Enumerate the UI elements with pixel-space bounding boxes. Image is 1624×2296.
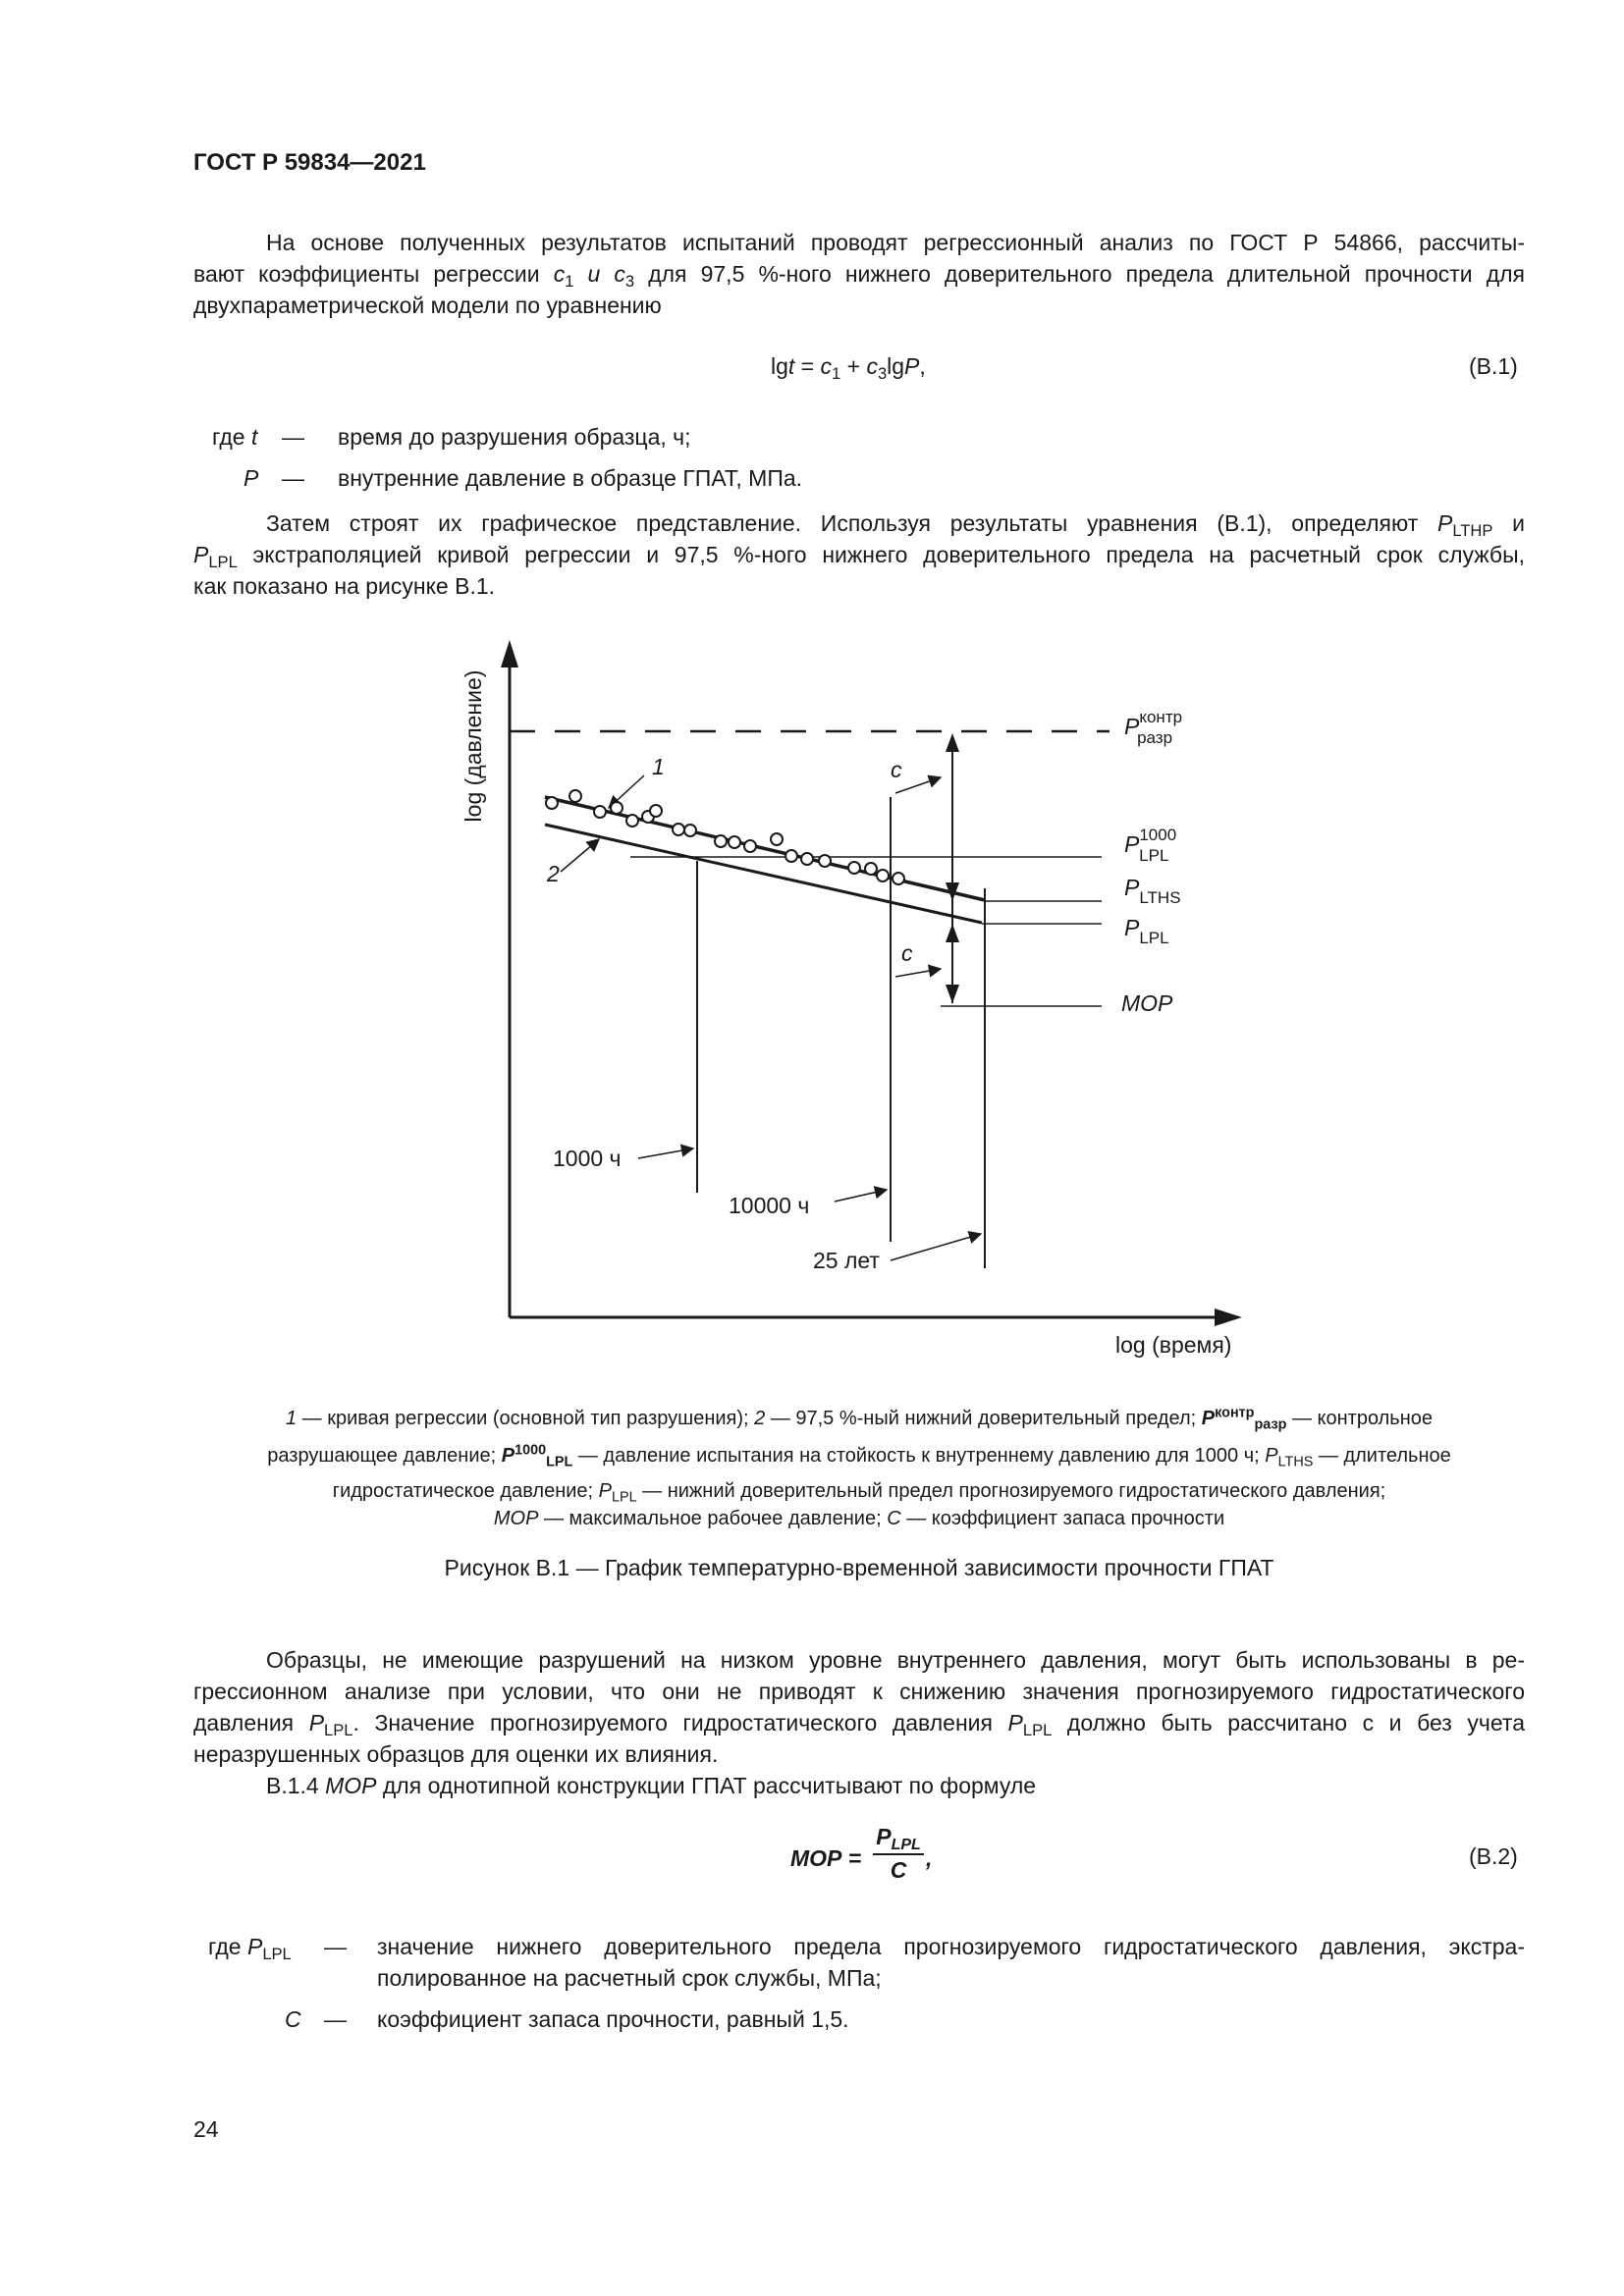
c-label-bottom: c xyxy=(901,940,913,966)
data-point xyxy=(744,840,756,852)
data-point xyxy=(865,863,877,875)
section-b14-line: В.1.4 МОР для однотипной конструкции ГПАТ рассчитывают по формуле xyxy=(266,1773,1037,1798)
data-point xyxy=(626,815,638,827)
para3-line-4: неразрушенных образцов для оценки их влияния. xyxy=(193,1741,719,1767)
curve-1-label: 1 xyxy=(652,754,665,779)
para2-line-3: как показано на рисунке В.1. xyxy=(193,573,496,599)
confidence-curve-2 xyxy=(545,825,982,923)
legend-line-3: гидростатическое давление; $P_{LPL}$ — нижний доверительный предел прогнозируемого гидростатического давления; xyxy=(332,1480,1386,1506)
legend-line-4: МОР — максимальное рабочее давление; C — коэффициент запаса прочности xyxy=(493,1508,1225,1529)
c-label-top: c xyxy=(891,757,902,782)
data-point xyxy=(569,790,581,802)
para3-line-3: давления $P_{LPL}$. Значение прогнозируемого гидростатического давления $P_{LPL}$ должно быть рассчитано с и без учета xyxy=(193,1710,1525,1739)
data-point xyxy=(650,805,662,817)
equation-b2-number: (В.2) xyxy=(1469,1843,1518,1869)
mop-label: МОР xyxy=(1121,990,1173,1016)
x-axis-arrowhead xyxy=(1215,1308,1242,1326)
legend-line-2: разрушающее давление; $P^{1000}_{LPL}$ — давление испытания на стойкость к внутреннему давлению для 1000 ч; $P_{LTHS}$ — длительное xyxy=(267,1442,1451,1470)
para3-line-1: Образцы, не имеющие разрушений на низком уровне внутреннего давления, могут быть использованы в ре- xyxy=(266,1647,1525,1673)
def-p-symbol: P xyxy=(244,465,259,491)
curve-2-label: 2 xyxy=(547,861,560,886)
data-point xyxy=(729,836,740,848)
eq2-fraction-bar xyxy=(873,1853,924,1855)
def-c-text: коэффициент запаса прочности, равный 1,5. xyxy=(377,2006,849,2032)
leader-c-top xyxy=(895,777,941,793)
leader-1000h xyxy=(638,1148,693,1158)
def-t-symbol: где t xyxy=(212,424,258,450)
leader-25y xyxy=(891,1234,981,1260)
leader-curve-2 xyxy=(561,839,599,872)
data-point xyxy=(877,870,889,881)
safety-arrowhead-bottom xyxy=(946,985,959,1003)
figure-caption: Рисунок В.1 — График температурно-временной зависимости прочности ГПАТ xyxy=(444,1555,1274,1580)
data-point xyxy=(684,825,696,836)
data-point xyxy=(673,824,684,835)
y-axis-arrowhead xyxy=(501,640,518,667)
def-t-dash: — xyxy=(282,424,304,450)
data-point xyxy=(546,797,558,809)
eq2-lhs: МОР = xyxy=(790,1845,862,1871)
x-axis-label: log (время) xyxy=(1115,1332,1232,1358)
page-number: 24 xyxy=(193,2116,219,2142)
data-point xyxy=(893,873,904,884)
safety-arrowhead-top xyxy=(946,733,959,752)
data-point xyxy=(819,855,831,867)
data-point xyxy=(801,853,813,865)
data-point xyxy=(715,835,727,847)
data-point xyxy=(594,806,606,818)
document-header: ГОСТ Р 59834—2021 xyxy=(193,149,426,176)
intro-line-3: двухпараметрической модели по уравнению xyxy=(193,293,662,318)
def-plpl-text-line-2: полированное на расчетный срок службы, МПа; xyxy=(377,1965,882,1991)
def-c-dash: — xyxy=(324,2006,347,2032)
def-plpl-symbol: где $P_{LPL}$ xyxy=(208,1934,292,1963)
def-plpl-dash: — xyxy=(324,1934,347,1959)
data-point xyxy=(848,862,860,874)
lpl-arrowhead-up xyxy=(946,924,959,942)
p-lpl-label: $P_{LPL}$ xyxy=(1124,915,1169,947)
def-t-text: время до разрушения образца, ч; xyxy=(338,424,691,450)
def-p-dash: — xyxy=(282,465,304,491)
data-point xyxy=(611,802,623,814)
eq2-numerator: $P_{LPL}$ xyxy=(876,1824,921,1853)
p-lths-label: $P_{LTHS}$ xyxy=(1124,875,1181,907)
intro-line-2: вают коэффициенты регрессии $c_1$ и $c_3$ для 97,5 %-ного нижнего доверительного предела длительной прочности для xyxy=(193,261,1526,291)
equation-b1-number: (В.1) xyxy=(1469,353,1518,379)
leader-c-bottom xyxy=(895,969,941,977)
para2-line-2: $P_{LPL}$ экстраполяцией кривой регрессии и 97,5 %-ного нижнего доверительного предела на расчетный срок службы, xyxy=(193,542,1525,571)
para3-line-2: грессионном анализе при условии, что они не приводят к снижению значения прогнозируемого гидростатического xyxy=(193,1679,1525,1704)
equation-b1: $\lg t = c_1 + c_3\lg P$, xyxy=(771,353,926,383)
def-p-text: внутренние давление в образце ГПАТ, МПа. xyxy=(338,465,803,491)
time-1000h-label: 1000 ч xyxy=(553,1146,622,1171)
def-c-symbol: C xyxy=(285,2006,301,2032)
para2-line-1: Затем строят их графическое представление. Используя результаты уравнения (В.1), определяют $P_{LTHP}$ и xyxy=(266,510,1525,540)
p-burst-label: $P^{контр}$ разр xyxy=(1124,708,1183,747)
y-axis-label: log (давление) xyxy=(460,669,486,823)
intro-line-1: На основе полученных результатов испытаний проводят регрессионный анализ по ГОСТ Р 54866, рассчиты- xyxy=(266,230,1525,255)
legend-line-1: 1 — кривая регрессии (основной тип разрушения); 2 — 97,5 %-ный нижний доверительный предел; $P^{контр}_{разр}$ — контрольное xyxy=(285,1405,1434,1433)
def-plpl-text-line-1: значение нижнего доверительного предела прогнозируемого гидростатического давления, экстра- xyxy=(377,1934,1525,1959)
leader-10000h xyxy=(835,1190,887,1201)
p-lpl-1000-label: $P^{1000}$ LPL xyxy=(1124,826,1177,865)
eq2-comma: , xyxy=(926,1845,933,1871)
data-point xyxy=(771,833,783,845)
time-25y-label: 25 лет xyxy=(813,1248,880,1273)
data-point xyxy=(785,850,797,862)
eq2-denominator: C xyxy=(890,1857,907,1883)
time-10000h-label: 10000 ч xyxy=(729,1193,810,1218)
regression-curve-1 xyxy=(545,797,985,900)
